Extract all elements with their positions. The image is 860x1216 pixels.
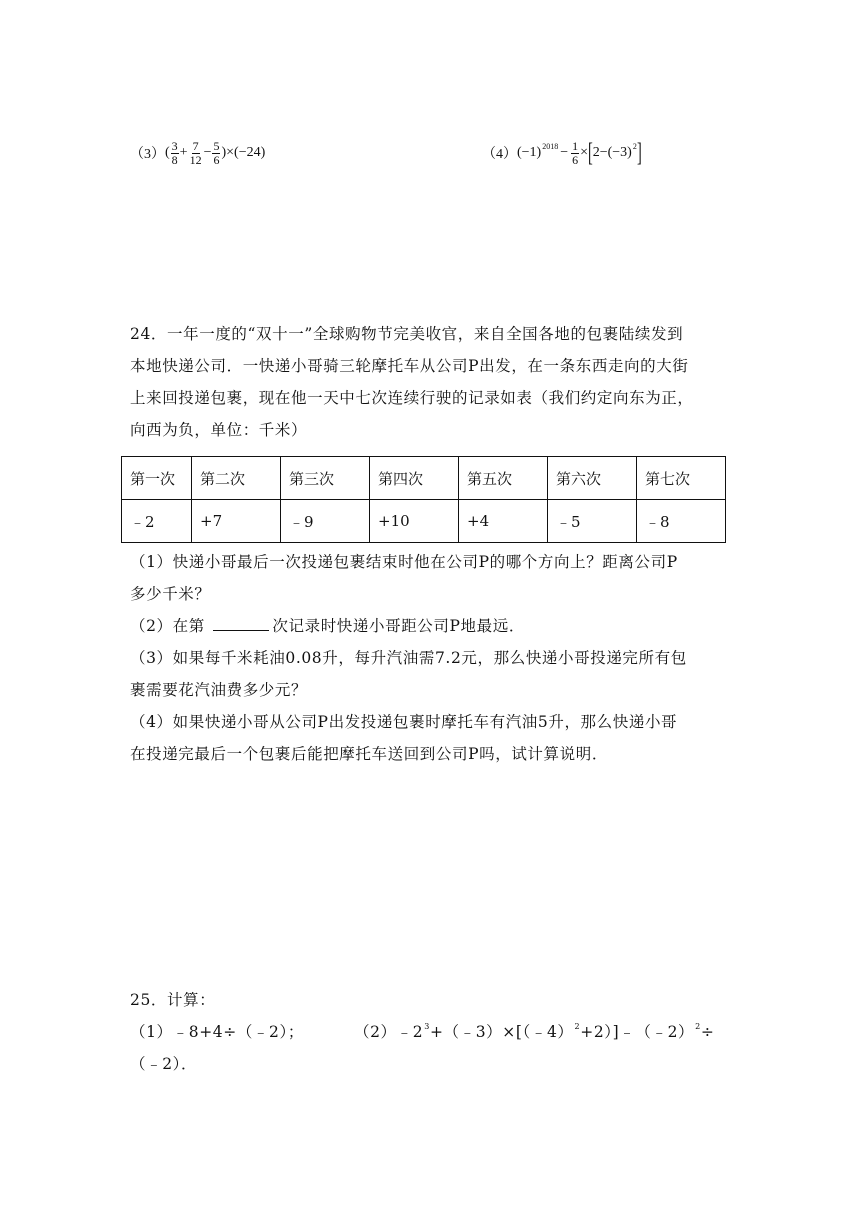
q23-part3-label: （3） (130, 147, 165, 163)
table-cell: ﹣8 (637, 500, 726, 543)
q24-sub3-line: （3）如果每千米耗油0.08升，每升汽油需7.2元，那么快递小哥投递完所有包 (130, 649, 687, 667)
q24-intro (130, 318, 740, 446)
table-header-cell: 第六次 (548, 457, 637, 500)
q24-sub1-line: 多少千米？ (130, 585, 211, 603)
q23-part3-tail: )×(−24) (221, 145, 266, 161)
plus-sign: + (179, 145, 188, 161)
fraction-3-8: $\frac{3}{8}$ (171, 139, 178, 167)
times-sign: × (580, 145, 589, 161)
exponent: 2 (695, 1022, 701, 1031)
table-cell: ﹣2 (122, 500, 192, 543)
q24-sub3-line: 裹需要花汽油费多少元？ (130, 681, 308, 699)
right-bracket: ] (636, 138, 642, 168)
minus-sign: − (560, 145, 569, 161)
q24-record-table (121, 456, 726, 543)
table-row (122, 500, 726, 543)
q25 (130, 984, 750, 1080)
minus-sign: − (203, 145, 212, 161)
fraction-7-12: $\frac{7}{12}$ (189, 139, 202, 167)
q23-part4-exponent: 2018 (542, 141, 559, 151)
table-cell: +7 (192, 500, 281, 543)
q25-line (130, 1016, 750, 1048)
table-header-cell: 第四次 (370, 457, 459, 500)
q25-title: 25．计算： (130, 991, 216, 1009)
q23-part3 (130, 140, 265, 166)
q23-part4-label: （4） (482, 147, 517, 163)
fraction-5-6: $\frac{5}{6}$ (213, 139, 220, 167)
table-header-cell: 第五次 (459, 457, 548, 500)
q24-sub4-line: （4）如果快递小哥从公司P出发投递包裹时摩托车有汽油5升，那么快递小哥 (130, 713, 678, 731)
q24-intro-line: 24．一年一度的“双十一”全球购物节完美收官，来自全国各地的包裹陆续发到 (130, 325, 684, 343)
q24-sub4-line: 在投递完最后一个包裹后能把摩托车送回到公司P吗，试计算说明． (130, 745, 608, 763)
q23-part4-base: (−1) (517, 145, 542, 161)
q23-part3-open-paren: ( (165, 145, 170, 161)
q23-part4-inner-exponent: 2 (632, 141, 637, 151)
q24-sub2 (130, 610, 740, 642)
q24-sub2-pre: （2）在第 (130, 617, 211, 635)
fraction-1-6: $\frac{1}{6}$ (572, 139, 579, 167)
table-cell: +4 (459, 500, 548, 543)
q24-sub2-post: 次记录时快递小哥距公司P地最远． (272, 617, 525, 635)
q24-intro-line: 向西为负，单位：千米） (130, 421, 308, 439)
exponent: 3 (424, 1022, 430, 1031)
table-header-cell: 第七次 (637, 457, 726, 500)
exponent: 2 (574, 1022, 581, 1031)
table-header-cell: 第三次 (281, 457, 370, 500)
answer-blank (213, 614, 269, 631)
q24-intro-line: 上来回投递包裹，现在他一天中七次连续行驶的记录如表（我们约定向东为正， (130, 389, 694, 407)
left-bracket: [ (587, 138, 593, 168)
q23-part4 (482, 140, 642, 166)
q25-part2-continuation: （﹣2）． (130, 1055, 198, 1073)
table-header-cell: 第一次 (122, 457, 192, 500)
table-header-cell: 第二次 (192, 457, 281, 500)
q24-sub1-line: （1）快递小哥最后一次投递包裹结束时他在公司P的哪个方向上？距离公司P (130, 553, 678, 571)
table-cell: ﹣9 (281, 500, 370, 543)
q23-part4-inner: 2−(−3) (592, 145, 632, 161)
q25-part2: $(2)﹣2^3+(﹣3)\times[(﹣4)^2+2)]﹣(﹣2)^2\div$ (354, 1022, 715, 1041)
q24-intro-line: 本地快递公司．一快递小哥骑三轮摩托车从公司P出发，在一条东西走向的大街 (130, 357, 689, 375)
q25-part1: （1）﹣8+4÷（﹣2）； (130, 1023, 304, 1041)
table-cell: +10 (370, 500, 459, 543)
table-cell: ﹣5 (548, 500, 637, 543)
q24-subquestions (130, 546, 740, 770)
table-header-row (122, 457, 726, 500)
